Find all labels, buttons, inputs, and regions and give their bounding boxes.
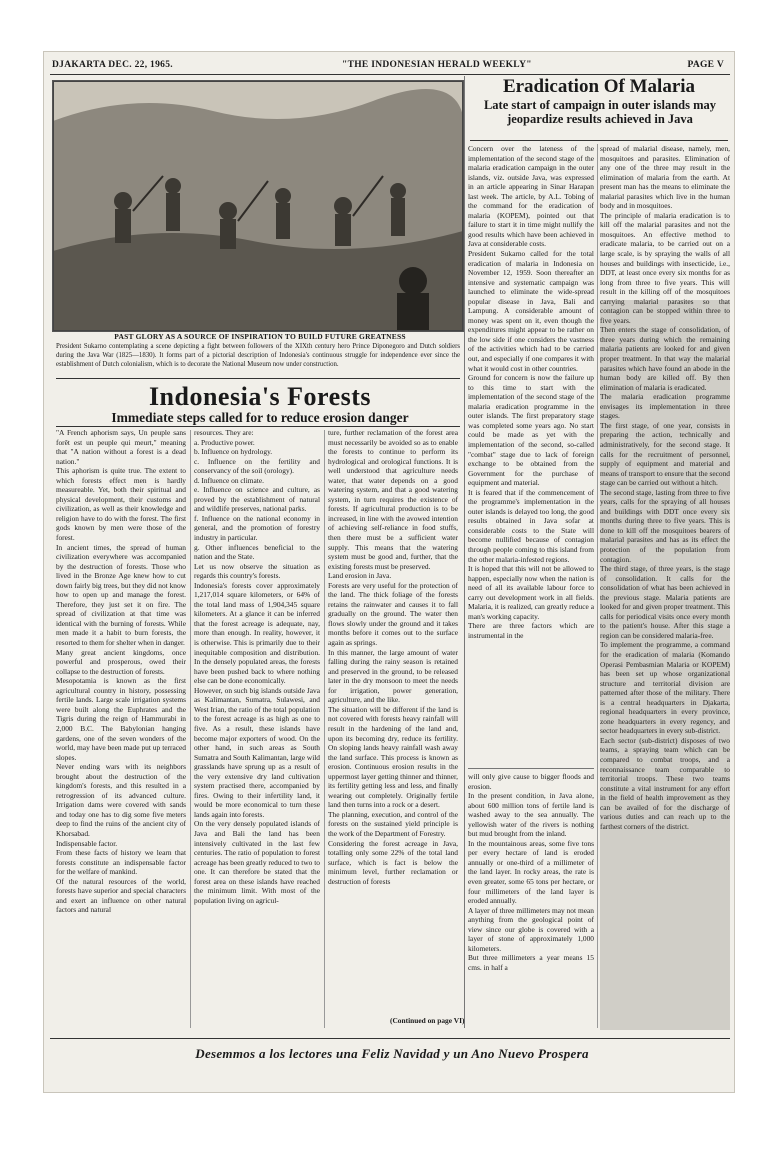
malaria-column-2: spread of malarial disease, namely, men, mosquitoes and parasites. Elimination of any one of the three may result in the elimination of malaria from the earth. At present man has the means to eliminate the malarial parasites which live in the human body and in mosquitoes. The principle of malaria eradication is to kill off the malarial parasites and not the mosquitoes. An effective method to eradicate malaria, to be carried out on a large scale, is by spraying the walls of all houses and buildings with insecticide, i.e., DDT, at least once every six months for as long from three to five years. This will result in the killing off of the mosquitoes carrying malarial parasites so that contagion can be stopped within three to five years. Then enters the stage of consolidation, of three years during which the remaining malaria patients are looked for and given proper treatment. In that way the malarial parasites which have found an abode in the human body are killed off. By then elimination of malaria is eradicated. The malaria eradication programme envisages its implementation in three stages. The first stage, of one year, consists in preparing the action, technically and administratively, for the second stage. It calls for the recruitment of personnel, supply of equipment and material and means of transport to ensure that the second stage can be carried out without a hitch. The second stage, lasting from three to five years, calls for the spraying of all houses and buildings with DDT once every six months during three to five years. This is done to kill off the mosquitoes bearers of malarial parasites and has as its effect the protection of the population from contagion. The third stage, of three years, is the stage of consolidation. It calls for the consolidation of what has been achieved in the previous stage. Malaria patients are looked for and given proper treatment. This calls for periodical visits once every month to the patient's house. After this stage a region can be considered malaria-free. To implement the programme, a command for the eradication of malaria (Komando Operasi Pembasmian Malaria or KOPEM) has been set up whose organizational structure and territorial division are patterned after those of the military. There is a central headquarters in Djakarta, regional headquarters in every province, zone headquarters in every regency, and sector headquarters in every sub-district. Each sector (sub-district) disposes of two teams, a spraying team which can be compared to combat troops, and a reconnaissance team comparable to territorial troops. These two teams constitute a vital instrument for any effort in the field of health improvement as they can be availed of for the discharge of various duties and can reach up to the farthest corners of the district. — [600, 144, 730, 831]
page-number: PAGE V — [687, 60, 724, 70]
newspaper-name: "THE INDONESIAN HERALD WEEKLY" — [342, 60, 532, 70]
malaria-headline: Eradication Of Malaria — [502, 76, 696, 97]
holiday-greeting-banner: Desemmos a los lectores una Feliz Navidad y un Ano Nuevo Prospera — [195, 1046, 589, 1061]
continued-note: (Continued on page VI) — [390, 1016, 465, 1025]
forests-headline-rule — [56, 426, 460, 427]
forests-column-3: ture, further reclamation of the forest area must necessarily be avoided so as to enable the forests to continue to perform its hydrological and orological functions. It is well understood that agriculture needs water, that water depends on a good watering system, and that a good watering system, in turn requires the existence of forests. If agricultural production is to be increased, in line with the avowed intention of achieving self-reliance in food stuffs, then there must be a sufficient water supply. This means that the watering system must be good and, further, that the existing forests must be preserved. Land erosion in Java. Forests are very useful for the protection of the land. The thick foliage of the forests retains the rainwater and causes it to fall gradually on the ground. The water then flows slowly under the ground and it takes months before it comes out to the surface again as springs. In this manner, the large amount of water falling during the rainy season is retained and preserved in the ground, to be released later in the dry monsoon to meet the needs for irrigation, power generation, agriculture, and the like. The situation will be different if the land is not covered with forests heavy rainfall will result in the hardening of the land and, upon its becoming dry, reduce its fertility. On sloping lands heavy rainfall wash away the land surface. This process is known as erosion. Continuous erosion results in the uppermost layer getting thinner and thinner, its fertility getting less and less, and finally wearing out completely. Originally fertile land then turns into a rock or a desert. The planning, execution, and control of the forests on the sustained yield principle is the work of the Department of Forestry. Considering the forest acreage in Java, totalling only some 22% of the total land surface, which is fact is below the minimum level, further reclamation or destruction of forests — [328, 428, 458, 886]
section-divider — [464, 76, 465, 1028]
forests-continuation-column: will only give cause to bigger floods and erosion. In the present condition, in Java alone, about 600 million tons of fertile land is washed away to the sea annually. The yellowish water of the rivers is nothing but mud brought from the inland. In the mountainous areas, some five tons per every hectare of land is eroded annually or one-third of a millimeter of the land layer. In rocky areas, the rate is even greater, some 65 tons per hectare, or four millimeters of the land layer is eroded annually. A layer of three millimeters may not mean anything from the geological point of view since our globe is covered with a layer of stone of approximately 1,000 kilometers. But three millimeters a year means 15 cms. in half a — [468, 772, 594, 972]
footer-rule — [50, 1038, 730, 1039]
masthead — [50, 58, 730, 74]
photo-caption-title: PAST GLORY AS A SOURCE OF INSPIRATION TO BUILD FUTURE GREATNESS — [114, 332, 406, 341]
section-rule — [56, 378, 460, 379]
forests-subheadline: Immediate steps called for to reduce erosion danger — [111, 410, 409, 425]
museum-painting-photo — [52, 80, 464, 332]
forests-headline: Indonesia's Forests — [148, 382, 372, 411]
malaria-headline-rule — [470, 140, 728, 141]
column-divider — [597, 144, 598, 1028]
print-smudge — [600, 300, 730, 1030]
forests-column-2: resources. They are: a. Productive power. b. Influence on hydrology. c. Influence on the fertility and conservancy of the soil (orology). d. Influence on climate. e. Influence on science and culture, as proved by the establishment of natural and wildlife preserves, national parks. f. Influence on the national economy in general, and the promotion of forestry industry in particular. g. Other influences beneficial to the nation and the State. Let us now observe the situation as regards this country's forests. Indonesia's forests cover approximately 1,217,014 square kilometers, or 64% of the total land mass of 1,904,345 square kilometers. At a glance it can be inferred that the forest acreage is adequate, nay, more than enough. In reality, however, it is otherwise. This is primarily due to their inequitable composition and distribution. In the densely populated areas, the forests have been pushed back to where nothing else can be done economically. However, on such big islands outside Java as Kalimantan, Sumatra, Sulawesi, and West Irian, the ratio of the total population to the forest acreage is as high as one to five. As a result, these islands have become major exporters of wood. On the other hand, in such areas as South Sumatra and South Kalimantan, large wild grasslands have sprung up as a result of the very extensive dry land cultivation system practised there, accompanied by fires. Owing to their infertility land, it would be more economical to turn these lands again into forests. On the very densely populated islands of Java and Bali the land has been intensively cultivated in the last few centuries. The ratio of population to forest acreage has been greatly reduced to two to one. It can therefore be stated that the forest area on these islands have reached the minimum limit. With most of the population living on agricul- — [194, 428, 320, 905]
column-divider — [190, 430, 191, 1028]
malaria-column-1: Concern over the lateness of the implementation of the second stage of the malaria eradication campaign in the outer islands, viz. outside Java, was expressed in an article appearing in Sinar Harapan last week. The article, by A.L. Tobing of the command for the eradication of malaria (KOPEM), pointed out that failure to start it in time might nullify the good results which have been achieved in Java at considerable costs. President Sukarno called for the total eradication of malaria in Indonesia on November 12, 1959. Soon thereafter an intensive and systematic campaign was launched to eliminate the wide-spread popular disease in Java, Bali and Lampung. A considerable amount of money was spent on it, even though the expenditures might appear to be rather on the low side if one considers the vastness of the activities which had to be carried out, and especially if one compares it with what it would cost in other countries. Ground for concern is now the failure up to this time to start with the implementation of the second stage of the malaria eradication programme in the outer islands. The first preparatory stage was completed some years ago. No start could be made as yet with the implementation of the second, so-called "combat" stage due to lack of foreign exchange to be obtained from the Government for the purchase of equipment and material. It is feared that if the commencement of the programme's implementation in the outer islands is delayed too long, the good results obtained in Java sofar at considerable costs to the State will become nullified because of contagion through people coming to this island from the other malaria-infested regions. It is hoped that this will not be allowed to happen, especially now when the nation is need of all its available labour force to carry out development work in all fields. Malaria, it is realized, can greatly reduce a man's working capacity. There are three factors which are instrumental in the — [468, 144, 594, 640]
masthead-rule — [50, 74, 730, 75]
forests-column-1: "A French aphorism says, Un peuple sans forêt est un peuple qui meurt," meaning that "A nation without a forest is a dead nation." This aphorism is quite true. The extent to which forests effect men is hardly measureable. Yet, both their spiritual and physical development, their customs and civilization, as well as their knowledge and religion have to do with the forest. The first gods known by men were those of the forest. In ancient times, the spread of human civilization everywhere was accompanied by the destruction of forests. Those who lived in the Bronze Age knew how to cut down fairly big trees, but they did not know how to open up and manage the forest. Therefore, they just set it on fire. The spread of civilization at that time was identical with the burning of forests. While men made it a habit to burn forests, the resorted to them for shelter when in danger. Many great ancient kingdoms, once powerful and prosperous, owed their collapse to the destruction of forests. Mesopotamia is known as the first agricultural country in history, possessing fertile lands. Large scale irrigation systems were built along the Euphrates and the Tigris during the reign of Hammurabi in 2,000 B.C. The Babylonian hanging gardens, one of the seven wonders of the world, may have been made put up terraced slopes. Never ending wars with its neighbors brought about the destruction of the kingdom's forests, and this resulted in a retrogression of its advanced culture. Irrigation dams were covered with sands and today one has to dig some five meters deep to find the ruins of the ancient city of Khorsabad. Indispensable factor. From these facts of history we learn that forests constitute an indispensable factor for the welfare of mankind. Of the natural resources of the world, forests have superior and special characters and exert an influence on other natural factors and natural — [56, 428, 186, 915]
photo-caption: President Sukarno contemplating a scene depicting a fight between followers of the XIXth century hero Prince Diponegoro and Dutch soldiers during the Java War (1825—1830). It forms part of a pictorial description of Indonesia's continuous struggle for independence ever since the establishment of Dutch colonialism, which is to decorate the National Museum now under construction. — [56, 343, 460, 368]
malaria-subheadline: Late start of campaign in outer islands may jeopardize results achieved in Java — [483, 98, 717, 126]
continuation-rule — [468, 768, 594, 769]
issue-date: DJAKARTA DEC. 22, 1965. — [52, 60, 173, 70]
column-divider — [324, 430, 325, 1028]
